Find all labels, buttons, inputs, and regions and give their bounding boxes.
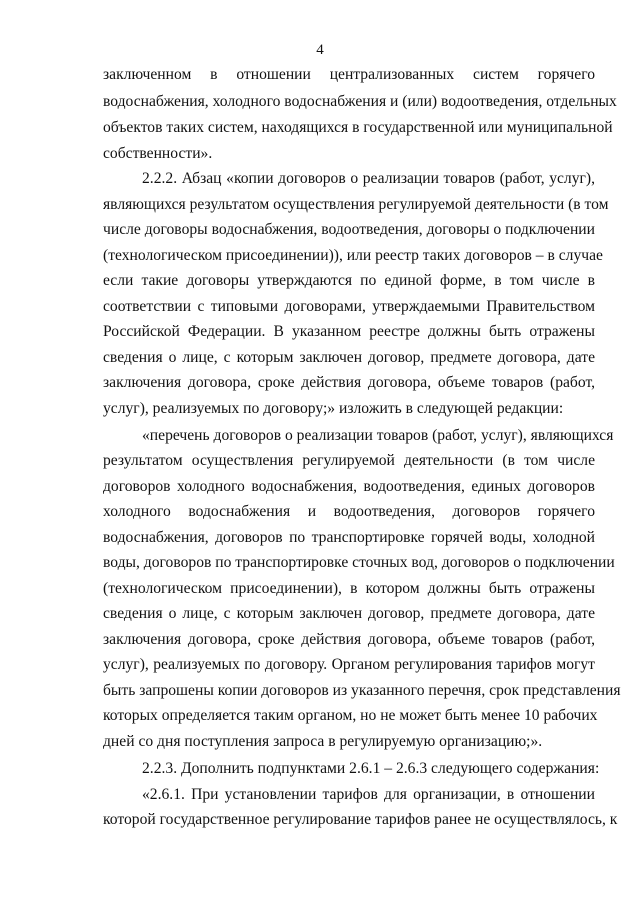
text-line: собственности». — [103, 145, 213, 162]
text-line: быть запрошены копии договоров из указанного перечня, срок представления — [103, 682, 621, 699]
text-line: холодного водоснабжения и водоотведения, договоров горячего — [103, 503, 595, 520]
text-line: сведения о лице, с которым заключен договор, предмете договора, дате — [103, 605, 595, 622]
text-line: числе договоры водоснабжения, водоотведения, договоры о подключении — [103, 221, 595, 238]
text-line: услуг), реализуемых по договору;» изложить в следующей редакции: — [103, 400, 564, 417]
text-line: если такие договоры утверждаются по единой форме, в том числе в — [103, 272, 595, 289]
text-line: объектов таких систем, находящихся в государственной или муниципальной — [103, 119, 613, 136]
text-line: которой государственное регулирование тарифов ранее не осуществлялось, к — [103, 811, 618, 828]
text-line: сведения о лице, с которым заключен договор, предмете договора, дате — [103, 349, 595, 366]
text-line: воды, договоров по транспортировке сточных вод, договоров о подключении — [103, 554, 615, 571]
text-line: услуг), реализуемых по договору. Органом регулирования тарифов могут — [103, 656, 595, 673]
text-line: Российской Федерации. В указанном реестре должны быть отражены — [103, 323, 595, 340]
page-number: 4 — [316, 42, 324, 58]
text-line: 2.2.2. Абзац «копии договоров о реализации товаров (работ, услуг), — [142, 170, 595, 187]
text-line: (технологическом присоединении), в котором должны быть отражены — [103, 580, 595, 597]
text-line: соответствии с типовыми договорами, утверждаемыми Правительством — [103, 298, 595, 315]
text-line: которых определяется таким органом, но не может быть менее 10 рабочих — [103, 707, 598, 724]
text-line: дней со дня поступления запроса в регулируемую организацию;». — [103, 733, 543, 750]
text-line: (технологическом присоединении)), или реестр таких договоров – в случае — [103, 247, 603, 264]
text-line: являющихся результатом осуществления регулируемой деятельности (в том — [103, 196, 609, 213]
text-line: водоснабжения, холодного водоснабжения и (или) водоотведения, отдельных — [103, 93, 617, 110]
text-line: результатом осуществления регулируемой деятельности (в том числе — [103, 452, 595, 469]
text-line: «2.6.1. При установлении тарифов для организации, в отношении — [142, 786, 595, 803]
text-line: «перечень договоров о реализации товаров (работ, услуг), являющихся — [142, 427, 614, 444]
text-line: заключенном в отношении централизованных систем горячего — [103, 66, 595, 83]
text-line: заключения договора, сроке действия договора, объеме товаров (работ, — [103, 631, 595, 648]
text-line: 2.2.3. Дополнить подпунктами 2.6.1 – 2.6.3 следующего содержания: — [142, 760, 600, 777]
text-line: заключения договора, сроке действия договора, объеме товаров (работ, — [103, 374, 595, 391]
text-line: водоснабжения, договоров по транспортировке горячей воды, холодной — [103, 529, 595, 546]
text-line: договоров холодного водоснабжения, водоотведения, единых договоров — [103, 478, 595, 495]
